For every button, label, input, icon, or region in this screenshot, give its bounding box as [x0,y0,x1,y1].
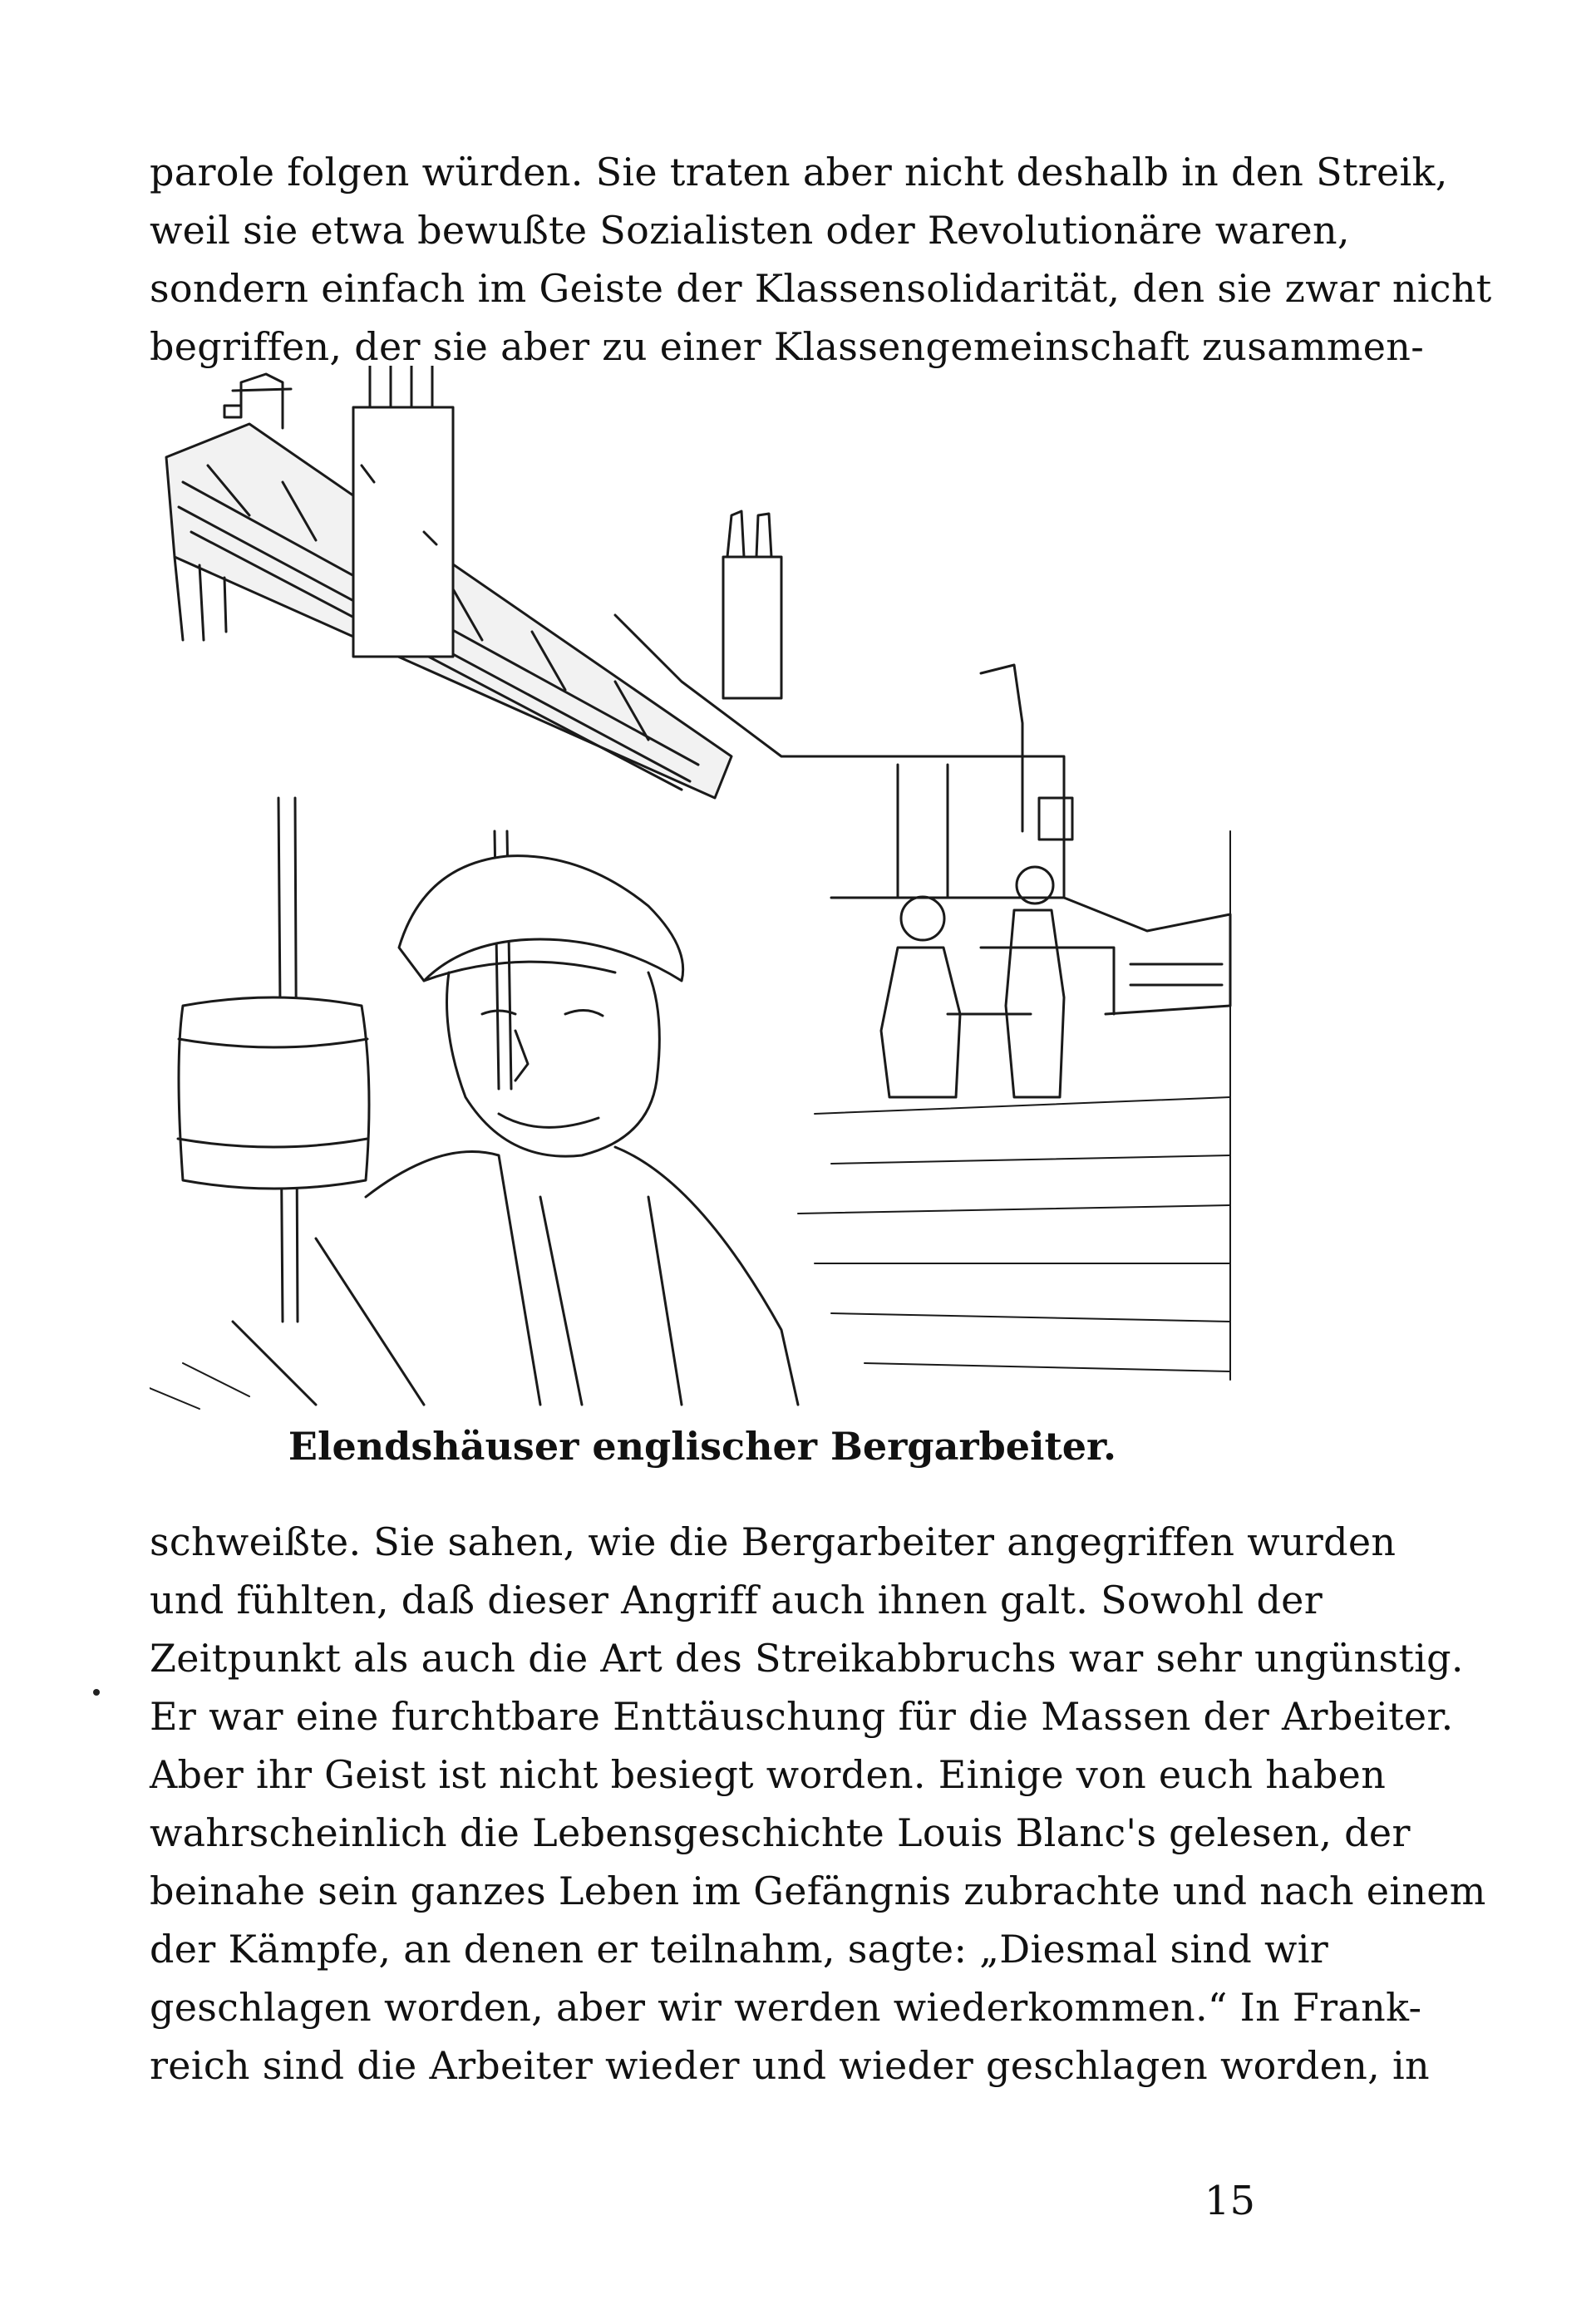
text-line: der Kämpfe, an denen er teilnahm, sagte: „Diesmal sind wir [150,1927,1328,1972]
text-line: wahrscheinlich die Lebensgeschichte Louis Blanc's gelesen, der [150,1810,1411,1855]
text-line: und fühlten, daß dieser Angriff auch ihnen galt. Sowohl der [150,1578,1323,1622]
text-line: Er war eine furchtbare Enttäuschung für die Massen der Arbeiter. [150,1694,1454,1739]
hat-icon [399,856,683,981]
text-line: reich sind die Arbeiter wieder und wieder geschlagen worden, in [150,2043,1430,2088]
chimney-icon [723,511,781,698]
page-number: 15 [1204,2178,1255,2224]
chimney-icon [353,366,453,657]
text-line: sondern einfach im Geiste der Klassensolidarität, den sie zwar nicht [150,266,1492,311]
illustration-caption: Elendshäuser englischer Bergarbeiter. [288,1424,1117,1469]
text-line: parole folgen würden. Sie traten aber nicht deshalb in den Streik, [150,150,1448,194]
distant-figures-icon [881,867,1064,1097]
text-line: Zeitpunkt als auch die Art des Streikabbruchs war sehr ungünstig. [150,1636,1464,1681]
text-line: Aber ihr Geist ist nicht besiegt worden. Einige von euch haben [150,1752,1387,1797]
top-paragraph [150,143,1492,376]
margin-mark [93,1689,100,1696]
text-line: geschlagen worden, aber wir werden wiederkommen.“ In Frank- [150,1985,1422,2030]
miners-houses-illustration [150,366,1255,1413]
bottom-paragraph [150,1513,1486,2095]
text-line: weil sie etwa bewußte Sozialisten oder Revolutionäre waren, [150,208,1350,253]
text-line: schweißte. Sie sahen, wie die Bergarbeiter angegriffen wurden [150,1519,1396,1564]
text-line: begriffen, der sie aber zu einer Klassengemeinschaft zusammen- [150,324,1425,369]
background-houses-icon [615,615,1230,1014]
chimney-icon [224,374,291,428]
barrel-icon [178,997,369,1189]
text-line: beinahe sein ganzes Leben im Gefängnis zubrachte und nach einem [150,1869,1486,1913]
